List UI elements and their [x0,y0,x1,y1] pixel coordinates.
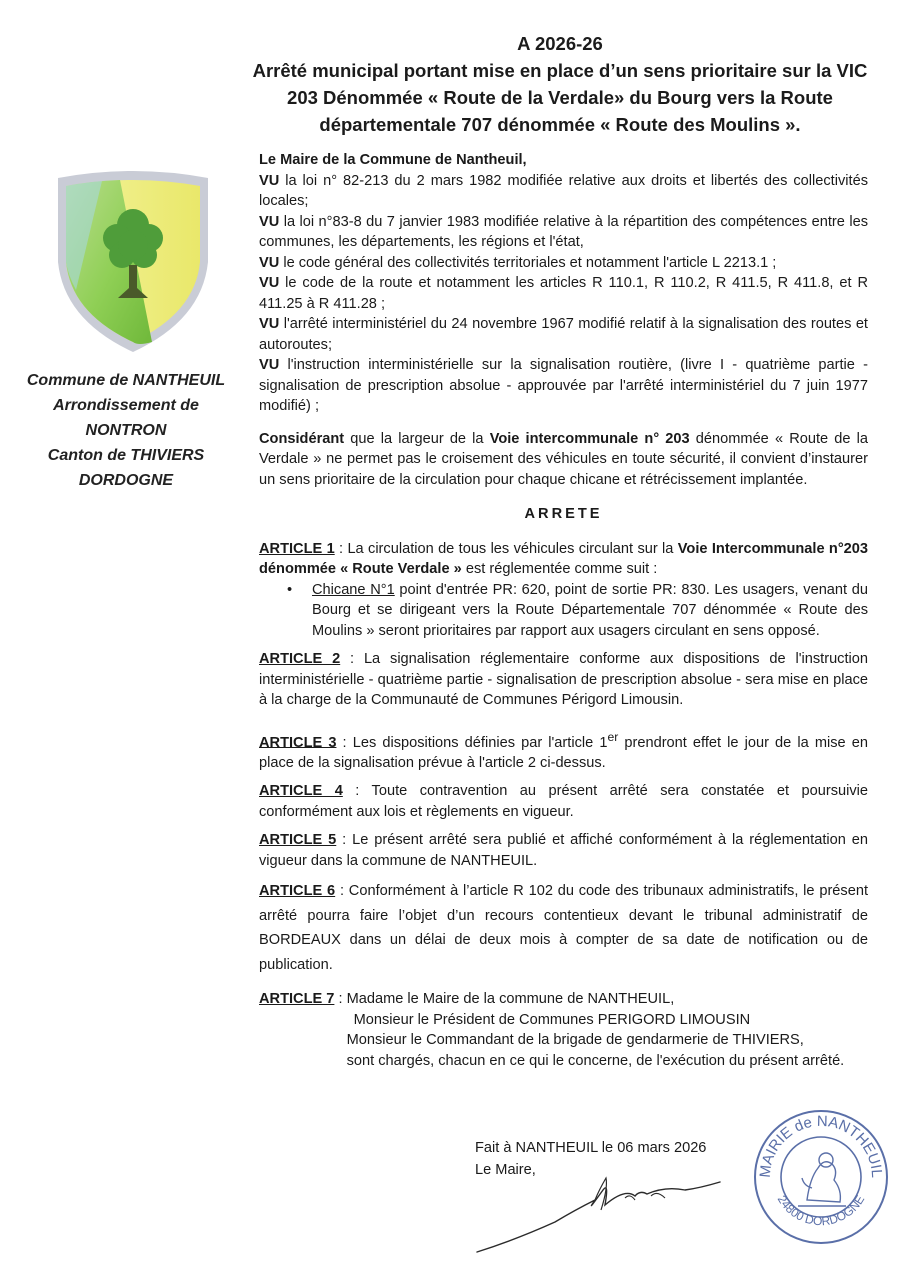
department-name: DORDOGNE [78,472,174,489]
vu-label: VU [259,172,280,189]
article-7: ARTICLE 7 : Madame le Maire de la commune de NANTHEUIL, Monsieur le Président de Communes PERIGORD LIMOUSIN Monsieur le Commandant de la brigade de gendarmerie de THIVIERS, sont chargés, chacun en ce qui le concerne, de l'exécution du présent arrêté. [259,989,868,1071]
vu-label: VU [259,213,280,230]
vu-clause-4: VU le code de la route et notamment les articles R 110.1, R 110.2, R 411.5, R 411.8, et R 411.25 à R 411.28 ; [259,275,868,312]
decree-body [259,150,868,1071]
article-7-recipient-3: Monsieur le Commandant de la brigade de gendarmerie de THIVIERS, [346,1032,804,1049]
arrondissement-name: NONTRON [85,422,167,439]
arrondissement-label: Arrondissement de [53,397,199,414]
article-label: ARTICLE 6 [259,883,336,900]
vu-label: VU [259,254,280,271]
vu-label: VU [259,357,280,373]
mayor-heading: Le Maire de la Commune de Nantheuil, [259,152,527,168]
signatory-title: Le Maire, [475,1162,536,1178]
article-7-recipient-2: Monsieur le Président de Communes PERIGORD LIMOUSIN [353,1011,751,1028]
article-label: ARTICLE 2 [259,651,341,667]
article-5: ARTICLE 5 : Le présent arrêté sera publié et affiché conformément à la réglementation en vigueur dans la commune de NANTHEUIL. [259,832,868,869]
article-1-bullet: • Chicane N°1 point d'entrée PR: 620, point de sortie PR: 830. Les usagers, venant du Bourg et se dirigeant vers la Route Départementale 707 dénommée « Route des Moulins » seront prioritaires par rapport aux usagers circulant en sens opposé. [287,581,869,639]
town-hall-stamp [752,1108,890,1246]
vu-clause-6: VU l'instruction interministérielle sur la signalisation routière, (livre I - quatrième partie - signalisation de prescription absolue - approuvée par l'arrêté interministériel du 7 juin 1977 modifié) ; [259,357,868,414]
arrete-heading: ARRETE [524,506,603,522]
article-1: ARTICLE 1 : La circulation de tous les véhicules circulant sur la Voie Intercommunale n°203 dénommée « Route Verdale » est réglementée comme suit : [259,540,869,577]
canton-name: Canton de THIVIERS [47,447,205,464]
document-reference: A 2026-26 [517,33,603,54]
article-label: ARTICLE 1 [259,540,335,557]
vu-clause-1: VU la loi n° 82-213 du 2 mars 1982 modifiée relative aux droits et libertés des collectivités locales; [259,172,868,209]
article-4: ARTICLE 4 : Toute contravention au présent arrêté sera constatée et poursuivie conformément aux lois et règlements en vigueur. [259,783,869,820]
vu-clause-5: VU l'arrêté interministériel du 24 novembre 1967 modifié relatif à la signalisation des routes et autoroutes; [259,316,868,353]
vu-label: VU [259,316,280,332]
article-6: ARTICLE 6 : Conformément à l’article R 102 du code des tribunaux administratifs, le présent arrêté pourra faire l’objet d’un recours contentieux devant le tribunal administratif de BORDEAUX dans un délai de deux mois à compter de sa date de notification ou de publication. [259,883,869,973]
article-label: ARTICLE 5 [259,832,337,849]
commune-identity [20,368,232,493]
article-7-recipient-1: Madame le Maire de la commune de NANTHEUIL, [346,991,675,1008]
considerant-clause: Considérant que la largeur de la Voie intercommunale n° 203 dénommée « Route de la Verdale » ne permet pas le croisement des véhicules en toute sécurité, il convient d’instaurer un sens prioritaire de la circulation pour chaque chicane et rétrécissement implantée. [259,430,868,488]
title-line-1: Arrêté municipal portant mise en place d’un sens prioritaire sur la VIC [252,60,868,81]
stamp-outer-bottom-text: 24800 DORDOGNE [774,1192,868,1229]
bullet-dot: • [287,581,293,598]
stamp-outer-top-text: MAIRIE de NANTHEUIL [756,1112,886,1179]
title-line-3: départementale 707 dénommée « Route des Moulins ». [319,114,801,135]
article-label: ARTICLE 7 [259,991,335,1008]
article-7-conclusion: sont chargés, chacun en ce qui le concerne, de l'exécution du présent arrêté. [346,1052,845,1069]
article-label: ARTICLE 3 [259,734,337,751]
vu-label: VU [259,275,280,291]
article-2: ARTICLE 2 : La signalisation réglementaire conforme aux dispositions de l'instruction interministérielle - quatrième partie - signalisation de prescription absolue - sera mise en place à la charge de la Communauté de Communes Périgord Limousin. [259,651,869,708]
commune-coat-of-arms-logo [52,170,214,355]
article-3: ARTICLE 3 : Les dispositions définies par l'article 1er prendront effet le jour de la mise en place de la signalisation prévue à l'article 2 ci-dessus. [259,729,868,771]
article-label: ARTICLE 4 [259,783,343,800]
chicane-label: Chicane N°1 [312,581,395,598]
commune-name: Commune de NANTHEUIL [26,372,226,389]
place-and-date: Fait à NANTHEUIL le 06 mars 2026 [475,1140,707,1156]
vu-clause-2: VU la loi n°83-8 du 7 janvier 1983 modifiée relative à la répartition des compétences entre les communes, les départements, les régions et l'état, [259,213,868,250]
vu-clause-3: VU le code général des collectivités territoriales et notamment l'article L 2213.1 ; [259,254,777,271]
document-title [240,30,880,138]
marianne-emblem [798,1153,846,1206]
mayor-signature [475,1160,725,1260]
title-line-2: 203 Dénommée « Route de la Verdale» du Bourg vers la Route [287,87,833,108]
